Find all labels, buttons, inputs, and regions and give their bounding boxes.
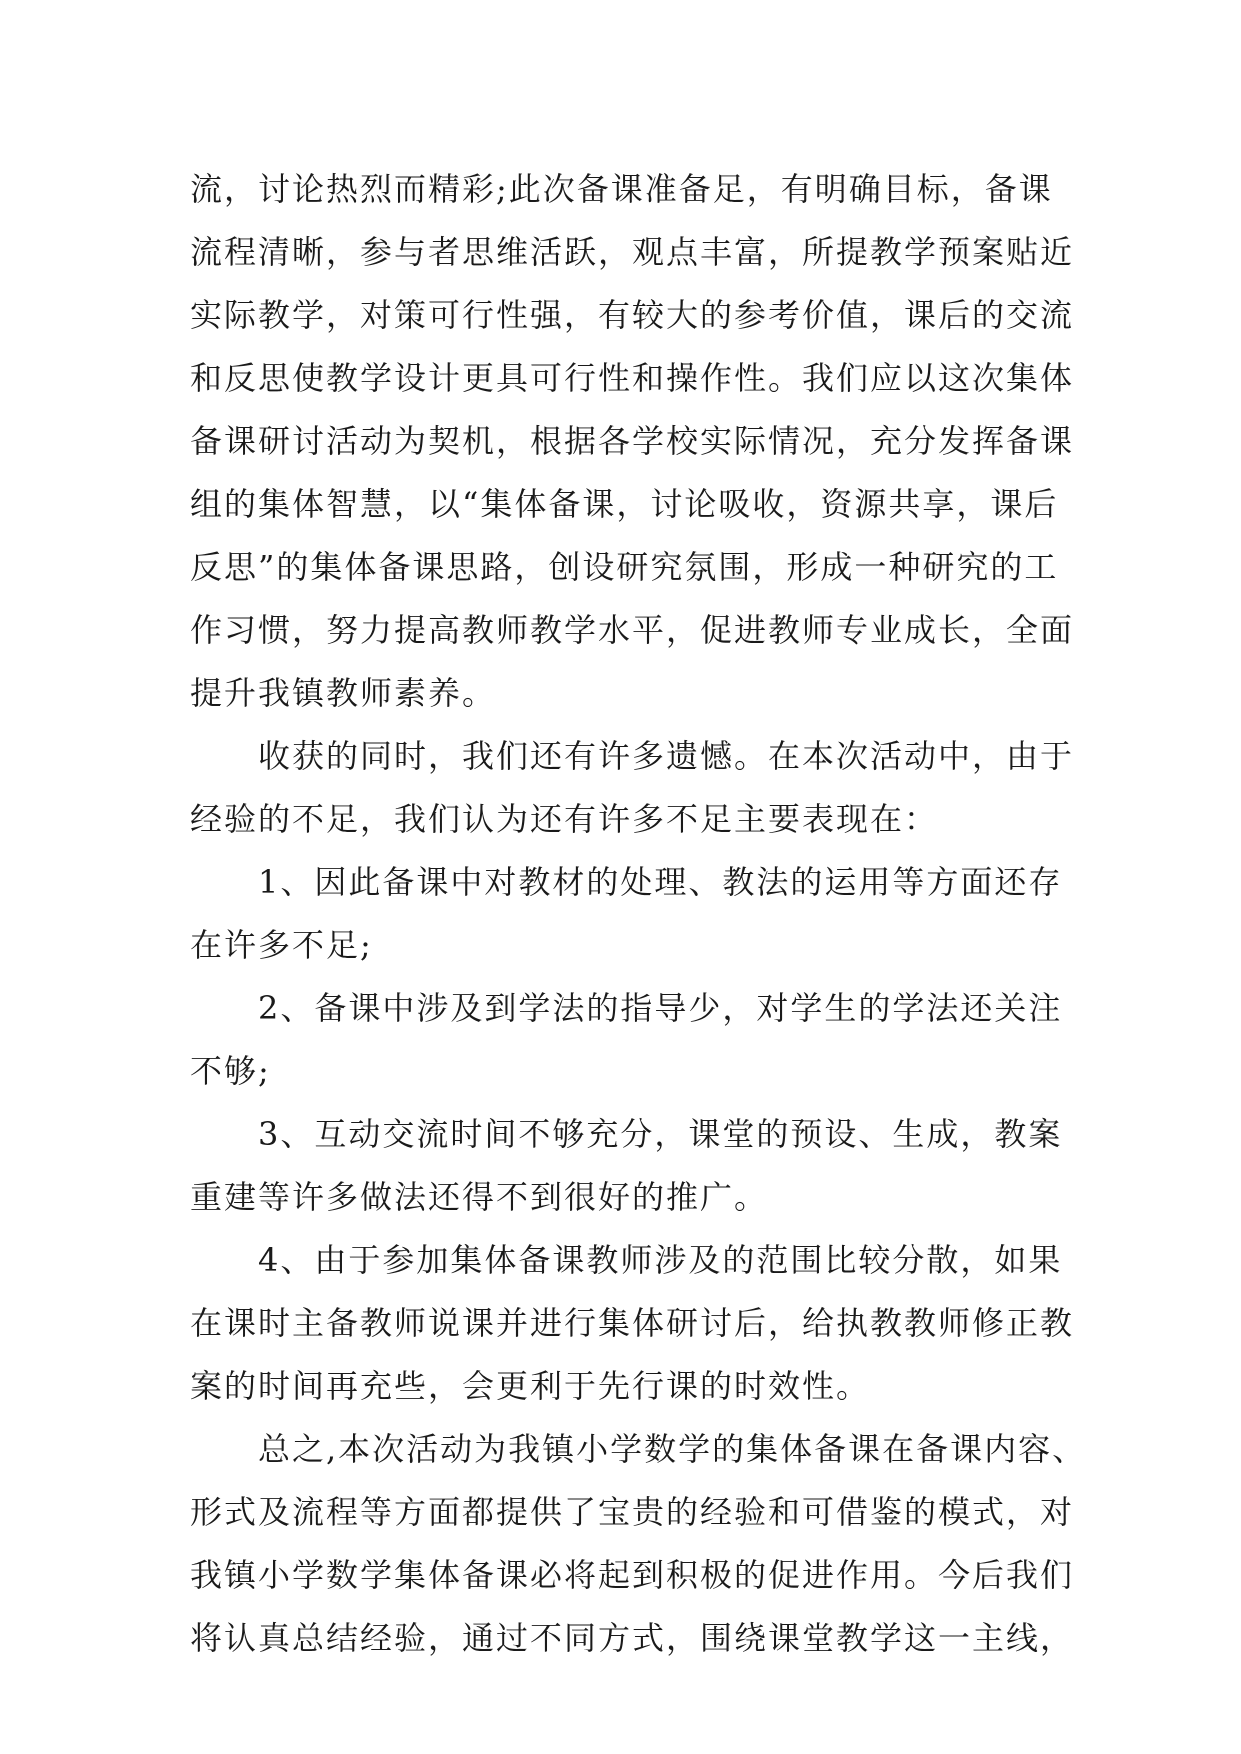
text-line: 形式及流程等方面都提供了宝贵的经验和可借鉴的模式，对 bbox=[190, 1493, 1075, 1531]
document-body bbox=[190, 158, 1087, 1670]
text-line: 经验的不足，我们认为还有许多不足主要表现在： bbox=[190, 800, 939, 838]
list-item-4: 4、由于参加集体备课教师涉及的范围比较分散，如果 bbox=[258, 1241, 1063, 1279]
text-line: 在课时主备教师说课并进行集体研讨后，给执教教师修正教 bbox=[190, 1304, 1075, 1342]
text-line: 收获的同时，我们还有许多遗憾。在本次活动中，由于 bbox=[258, 737, 1075, 775]
text-line: 流，讨论热烈而精彩;此次备课准备足，有明确目标，备课 bbox=[190, 170, 1053, 208]
text-line: 不够; bbox=[190, 1052, 271, 1090]
text-line: 我镇小学数学集体备课必将起到积极的促进作用。今后我们 bbox=[190, 1556, 1075, 1594]
list-item-2: 2、备课中涉及到学法的指导少，对学生的学法还关注 bbox=[258, 989, 1063, 1027]
text-line: 实际教学，对策可行性强，有较大的参考价值，课后的交流 bbox=[190, 296, 1075, 334]
text-line: 提升我镇教师素养。 bbox=[190, 674, 497, 712]
text-line: 在许多不足; bbox=[190, 926, 373, 964]
text-line: 和反思使教学设计更具可行性和操作性。我们应以这次集体 bbox=[190, 359, 1075, 397]
text-line: 将认真总结经验，通过不同方式，围绕课堂教学这一主线， bbox=[190, 1619, 1075, 1657]
list-item-1: 1、因此备课中对教材的处理、教法的运用等方面还存 bbox=[258, 863, 1063, 901]
text-line: 作习惯，努力提高教师教学水平，促进教师专业成长，全面 bbox=[190, 611, 1075, 649]
text-line: 流程清晰，参与者思维活跃，观点丰富，所提教学预案贴近 bbox=[190, 233, 1075, 271]
text-line: 组的集体智慧，以“集体备课，讨论吸收，资源共享，课后 bbox=[190, 485, 1059, 523]
text-line: 备课研讨活动为契机，根据各学校实际情况，充分发挥备课 bbox=[190, 422, 1075, 460]
conclusion-paragraph: 总之,本次活动为我镇小学数学的集体备课在备课内容、 bbox=[258, 1430, 1087, 1468]
text-line: 重建等许多做法还得不到很好的推广。 bbox=[190, 1178, 769, 1216]
list-item-3: 3、互动交流时间不够充分，课堂的预设、生成，教案 bbox=[258, 1115, 1063, 1153]
text-line: 反思”的集体备课思路，创设研究氛围，形成一种研究的工 bbox=[190, 548, 1059, 586]
text-line: 案的时间再充些，会更利于先行课的时效性。 bbox=[190, 1367, 871, 1405]
